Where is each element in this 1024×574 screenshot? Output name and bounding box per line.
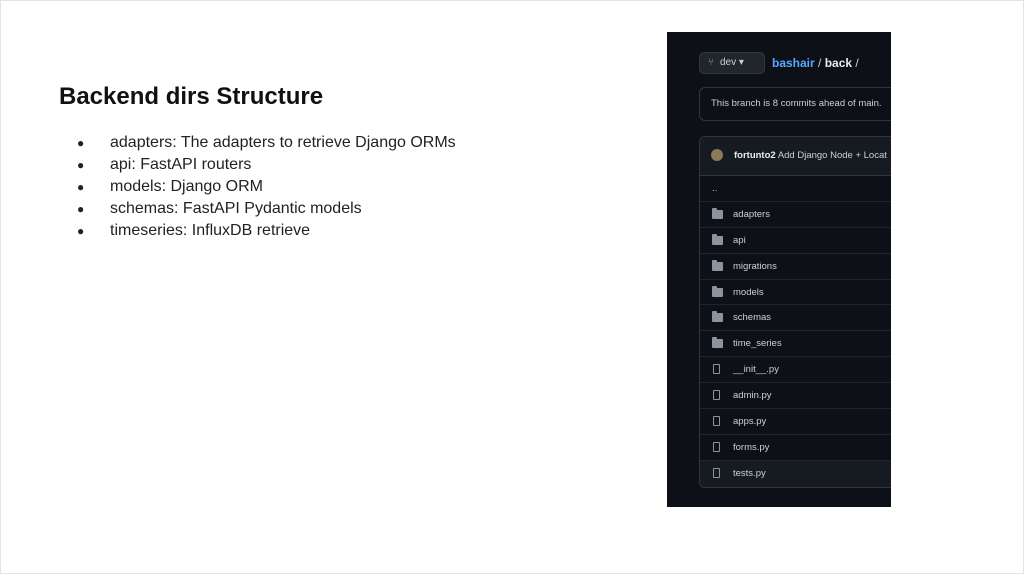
file-name[interactable]: __init__.py	[733, 364, 779, 376]
folder-icon	[712, 313, 723, 322]
folder-icon	[712, 288, 723, 297]
file-row[interactable]	[700, 461, 891, 487]
bullet-icon: ●	[77, 224, 85, 238]
bullet-text: adapters: The adapters to retrieve Django ORMs	[110, 134, 456, 151]
commit-message[interactable]: Add Django Node + Locat	[777, 150, 887, 161]
breadcrumb: bashair / back /	[772, 56, 859, 70]
file-name[interactable]: forms.py	[733, 441, 770, 453]
bullet-icon: ●	[77, 180, 85, 194]
file-row[interactable]	[700, 254, 891, 280]
bullet-item	[77, 154, 456, 176]
file-row[interactable]	[700, 202, 891, 228]
file-row[interactable]	[700, 228, 891, 254]
latest-commit-bar	[700, 137, 891, 176]
folder-icon	[712, 236, 723, 245]
branch-icon: ⑂	[708, 57, 714, 68]
file-row[interactable]	[700, 409, 891, 435]
file-row[interactable]	[700, 331, 891, 357]
file-icon	[713, 468, 720, 478]
file-icon	[713, 442, 720, 452]
file-name[interactable]: adapters	[733, 208, 770, 220]
file-icon	[713, 364, 720, 374]
branch-name: dev	[720, 57, 737, 68]
file-row[interactable]	[700, 435, 891, 461]
bullet-text: schemas: FastAPI Pydantic models	[110, 200, 362, 217]
file-name[interactable]: time_series	[733, 338, 782, 350]
breadcrumb-dir: back	[824, 56, 853, 70]
file-icon	[713, 390, 720, 400]
breadcrumb-repo-link[interactable]: bashair	[772, 56, 815, 70]
folder-icon	[712, 262, 723, 271]
file-name[interactable]: schemas	[733, 312, 772, 324]
slide-title: Backend dirs Structure	[59, 83, 324, 110]
file-name[interactable]: apps.py	[733, 416, 767, 428]
file-row[interactable]	[700, 305, 891, 331]
file-name[interactable]: admin.py	[733, 390, 772, 402]
bullet-text: models: Django ORM	[110, 178, 263, 195]
github-screenshot	[667, 32, 891, 507]
bullet-item	[77, 132, 456, 154]
branch-ahead-notice: This branch is 8 commits ahead of main.	[699, 87, 891, 121]
file-icon	[713, 416, 720, 426]
chevron-down-icon: ▾	[738, 57, 744, 68]
bullet-item	[77, 198, 456, 220]
bullet-text: timeseries: InfluxDB retrieve	[110, 222, 311, 239]
file-list	[699, 136, 891, 488]
avatar	[711, 149, 723, 161]
file-row[interactable]	[700, 383, 891, 409]
file-name[interactable]: api	[733, 234, 746, 246]
file-row[interactable]	[700, 357, 891, 383]
bullet-item	[77, 176, 456, 198]
bullet-icon: ●	[77, 136, 85, 150]
branch-selector[interactable]	[699, 52, 765, 74]
commit-author[interactable]: fortunto2	[734, 150, 776, 161]
bullet-text: api: FastAPI routers	[110, 156, 252, 173]
folder-icon	[712, 210, 723, 219]
file-name[interactable]: migrations	[733, 260, 777, 272]
parent-dir-row[interactable]: ..	[700, 176, 891, 202]
bullet-item	[77, 220, 456, 242]
bullet-icon: ●	[77, 158, 85, 172]
file-row[interactable]	[700, 280, 891, 306]
bullet-icon: ●	[77, 202, 85, 216]
bullet-list	[77, 132, 456, 242]
file-name[interactable]: tests.py	[733, 467, 766, 479]
file-name[interactable]: models	[733, 286, 764, 298]
folder-icon	[712, 339, 723, 348]
